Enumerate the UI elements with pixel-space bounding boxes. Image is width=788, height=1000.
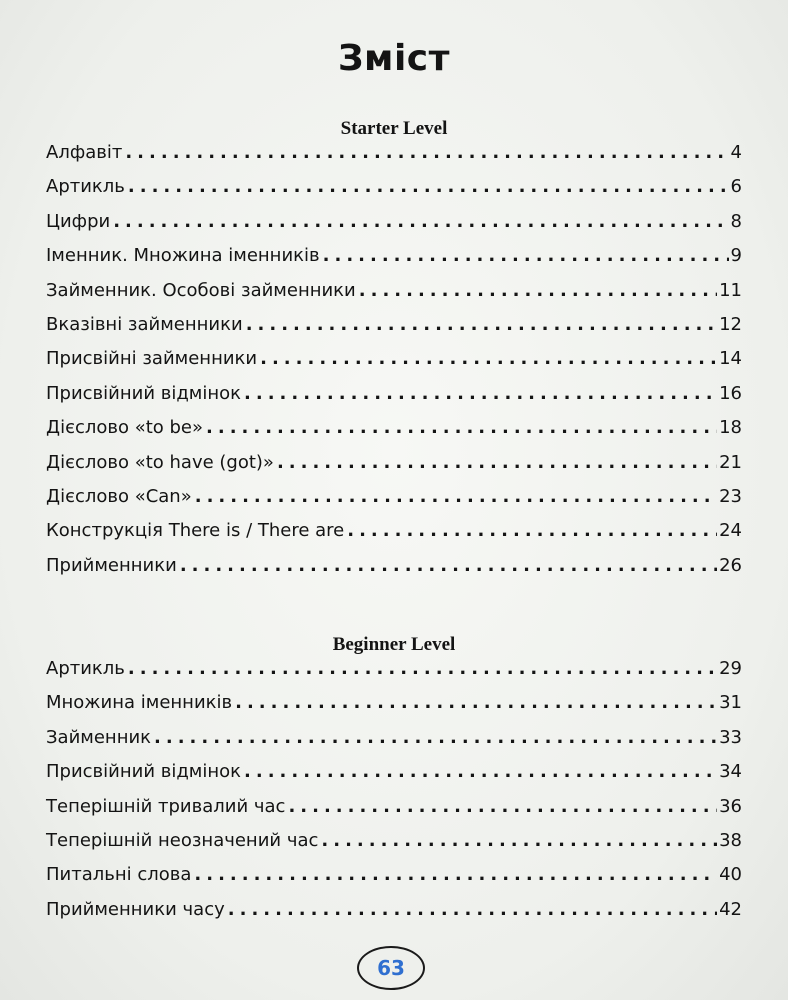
page-title: Зміст bbox=[337, 38, 451, 79]
toc-entry-label: Прийменники bbox=[46, 554, 177, 576]
toc-entry-page: 11 bbox=[719, 279, 742, 301]
toc-entry-label: Артикль bbox=[46, 658, 125, 679]
section-title-starter: Starter Level bbox=[340, 118, 448, 139]
dot-leader bbox=[125, 142, 728, 163]
toc-entry bbox=[46, 417, 742, 451]
dot-leader bbox=[359, 280, 717, 301]
dot-leader bbox=[288, 796, 717, 817]
dot-leader bbox=[206, 417, 717, 438]
dot-leader bbox=[154, 727, 717, 748]
toc-entry-label: Теперішній тривалий час bbox=[46, 795, 286, 817]
dot-leader bbox=[128, 176, 729, 197]
toc-entry-label: Дієслово «to be» bbox=[46, 417, 204, 439]
toc-entry-page: 9 bbox=[730, 245, 742, 267]
toc-beginner bbox=[46, 658, 742, 933]
dot-leader bbox=[347, 520, 717, 541]
toc-entry bbox=[46, 555, 742, 589]
dot-leader bbox=[321, 830, 717, 851]
toc-entry bbox=[46, 314, 742, 348]
toc-entry-page: 33 bbox=[719, 726, 742, 748]
toc-entry-page: 12 bbox=[719, 313, 742, 335]
dot-leader bbox=[128, 658, 717, 679]
toc-entry-page: 26 bbox=[719, 554, 742, 576]
toc-entry-page: 6 bbox=[730, 176, 742, 198]
toc-entry bbox=[46, 899, 742, 933]
toc-entry bbox=[46, 520, 742, 554]
toc-entry bbox=[46, 211, 742, 245]
toc-entry bbox=[46, 727, 742, 761]
toc-entry-page: 34 bbox=[719, 761, 742, 783]
dot-leader bbox=[244, 383, 717, 404]
section-title-beginner: Beginner Level bbox=[332, 634, 456, 655]
toc-entry-page: 38 bbox=[719, 829, 742, 851]
toc-entry bbox=[46, 830, 742, 864]
dot-leader bbox=[113, 211, 728, 232]
dot-leader bbox=[228, 899, 717, 920]
toc-entry-label: Дієслово «to have (got)» bbox=[46, 451, 274, 473]
toc-entry-page: 40 bbox=[719, 864, 742, 886]
toc-entry bbox=[46, 658, 742, 692]
toc-entry-label: Конструкція There is / There are bbox=[46, 520, 345, 542]
toc-entry-label: Дієслово «Can» bbox=[46, 485, 192, 507]
dot-leader bbox=[244, 761, 717, 782]
toc-entry bbox=[46, 348, 742, 382]
dot-leader bbox=[195, 486, 717, 507]
page-number: 63 bbox=[377, 956, 405, 980]
toc-entry bbox=[46, 864, 742, 898]
dot-leader bbox=[246, 314, 717, 335]
toc-entry-label: Присвійні займенники bbox=[46, 348, 258, 370]
toc-entry bbox=[46, 245, 742, 279]
toc-starter bbox=[46, 142, 742, 589]
dot-leader bbox=[180, 555, 717, 576]
toc-entry-page: 29 bbox=[719, 658, 742, 679]
toc-entry-label: Теперішній неозначений час bbox=[46, 829, 319, 851]
dot-leader bbox=[235, 692, 717, 713]
toc-entry bbox=[46, 142, 742, 176]
toc-entry-page: 8 bbox=[730, 210, 742, 232]
toc-entry bbox=[46, 692, 742, 726]
toc-entry-page: 42 bbox=[719, 898, 742, 920]
toc-entry bbox=[46, 280, 742, 314]
toc-entry bbox=[46, 486, 742, 520]
toc-entry-label: Присвійний відмінок bbox=[46, 761, 242, 783]
toc-entry-page: 21 bbox=[719, 451, 742, 473]
toc-entry-label: Артикль bbox=[46, 176, 125, 198]
toc-entry-label: Множина іменників bbox=[46, 692, 233, 714]
toc-entry-page: 4 bbox=[730, 142, 742, 163]
toc-entry-label: Прийменники часу bbox=[46, 898, 225, 920]
toc-entry-label: Іменник. Множина іменників bbox=[46, 245, 320, 267]
toc-entry bbox=[46, 383, 742, 417]
toc-entry-label: Цифри bbox=[46, 210, 111, 232]
toc-entry-label: Вказівні займенники bbox=[46, 313, 243, 335]
toc-entry bbox=[46, 452, 742, 486]
dot-leader bbox=[323, 245, 729, 266]
toc-entry-label: Займенник. Особові займенники bbox=[46, 279, 356, 301]
toc-entry-label: Питальні слова bbox=[46, 864, 192, 886]
toc-entry-page: 14 bbox=[719, 348, 742, 370]
toc-entry bbox=[46, 176, 742, 210]
toc-entry-page: 16 bbox=[719, 382, 742, 404]
toc-entry bbox=[46, 761, 742, 795]
toc-entry-label: Алфавіт bbox=[46, 142, 123, 163]
toc-entry-page: 23 bbox=[719, 485, 742, 507]
dot-leader bbox=[260, 348, 717, 369]
toc-entry-label: Займенник bbox=[46, 726, 152, 748]
toc-entry-page: 31 bbox=[719, 692, 742, 714]
dot-leader bbox=[194, 864, 717, 885]
toc-entry bbox=[46, 796, 742, 830]
page-number-badge bbox=[357, 946, 425, 990]
toc-entry-page: 36 bbox=[719, 795, 742, 817]
toc-entry-label: Присвійний відмінок bbox=[46, 382, 242, 404]
toc-entry-page: 24 bbox=[719, 520, 742, 542]
dot-leader bbox=[277, 452, 717, 473]
toc-entry-page: 18 bbox=[719, 417, 742, 439]
